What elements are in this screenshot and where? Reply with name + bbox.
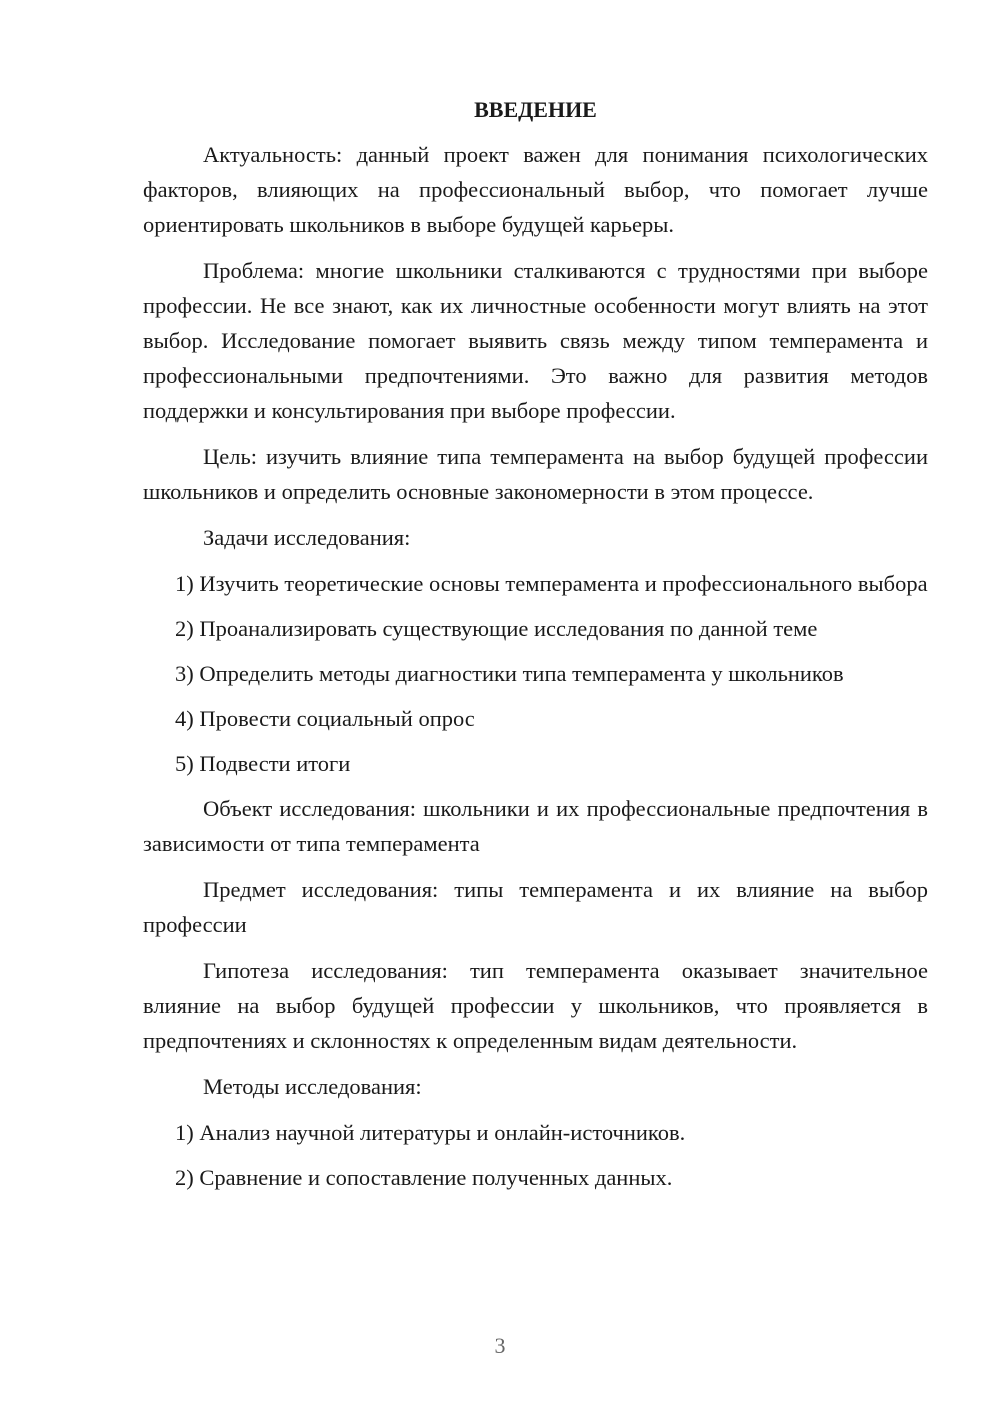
methods-heading: Методы исследования: — [203, 1074, 422, 1099]
hypothesis-paragraph: Гипотеза исследования: тип темперамента оказывает значительное влияние на выбор будущей профессии у школьников, что проявляется в предпочтениях и склонностях к определенным видам деятельности. — [143, 958, 928, 1053]
method-item-1: 1) Анализ научной литературы и онлайн-источников. — [175, 1120, 686, 1145]
goal-paragraph: Цель: изучить влияние типа темперамента на выбор будущей профессии школьников и определить основные закономерности в этом процессе. — [143, 444, 928, 504]
task-item-5: 5) Подвести итоги — [175, 751, 351, 776]
task-item-1: 1) Изучить теоретические основы темперамента и профессионального выбора — [175, 571, 928, 596]
document-page — [143, 92, 928, 1205]
page-number: 3 — [494, 1333, 506, 1358]
task-item-4: 4) Провести социальный опрос — [175, 706, 475, 731]
object-paragraph: Объект исследования: школьники и их профессиональные предпочтения в зависимости от типа темперамента — [143, 796, 928, 856]
subject-paragraph: Предмет исследования: типы темперамента и их влияние на выбор профессии — [143, 877, 928, 937]
relevance-paragraph: Актуальность: данный проект важен для понимания психологических факторов, влияющих на профессиональный выбор, что помогает лучше ориентировать школьников в выборе будущей карьеры. — [143, 142, 928, 237]
method-item-2: 2) Сравнение и сопоставление полученных данных. — [175, 1165, 673, 1190]
section-title: ВВЕДЕНИЕ — [474, 97, 597, 122]
task-item-2: 2) Проанализировать существующие исследования по данной теме — [175, 616, 818, 641]
task-item-3: 3) Определить методы диагностики типа темперамента у школьников — [175, 661, 844, 686]
problem-paragraph: Проблема: многие школьники сталкиваются с трудностями при выборе профессии. Не все знают, как их личностные особенности могут влиять на этот выбор. Исследование помогает выявить связь между типом темперамента и профессиональными предпочтениями. Это важно для развития методов поддержки и консультирования при выборе профессии. — [143, 258, 928, 423]
tasks-heading: Задачи исследования: — [203, 525, 411, 550]
